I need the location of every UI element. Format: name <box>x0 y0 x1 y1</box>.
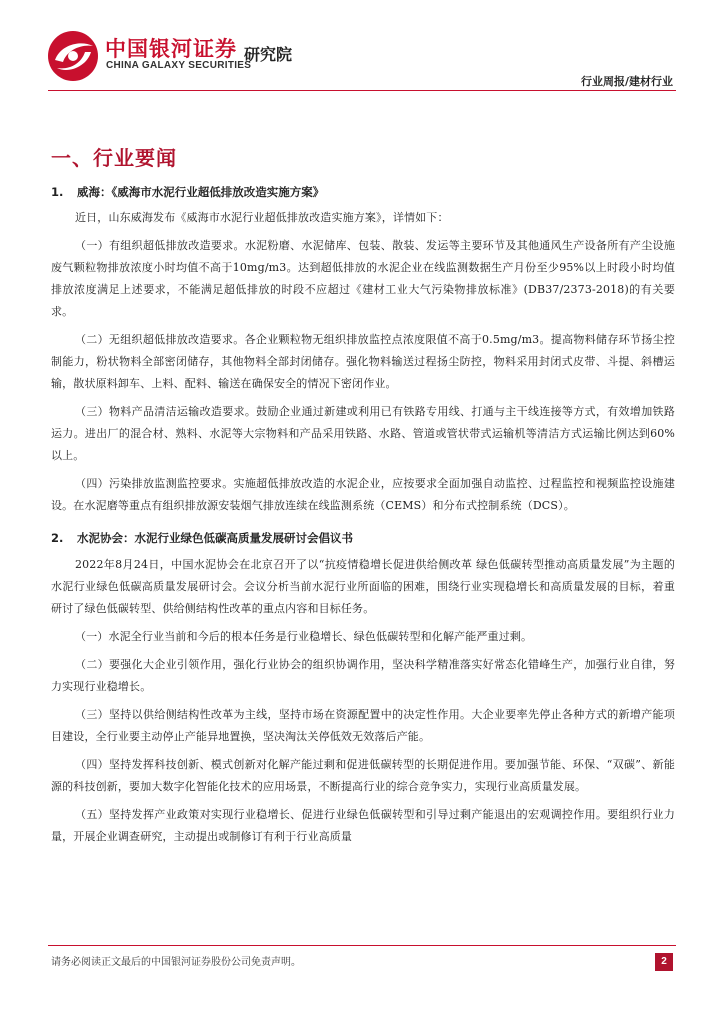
paragraph: （一）有组织超低排放改造要求。水泥粉磨、水泥储库、包装、散装、发运等主要环节及其他通风生产设备所有产尘设施废气颗粒物排放浓度小时均值不高于10mg/m3。达到超低排放的水泥企业在线监测数据生产月份至少95%以上时段小时均值排放浓度满足上述要求，不能满足超低排放的时段不应超过《建材工业大气污染物排放标准》(DB37/2373-2018)的有关要求。 <box>51 239 675 318</box>
disclaimer-text: 请务必阅读正文最后的中国银河证券股份公司免责声明。 <box>51 957 301 968</box>
paragraph: （五）坚持发挥产业政策对实现行业稳增长、促进行业绿色低碳转型和引导过剩产能退出的宏观调控作用。要组织行业力量，开展企业调查研究，主动提出或制修订有利于行业高质量 <box>51 808 675 843</box>
section-title: 一、行业要闻 <box>51 146 177 170</box>
institute-label: 研究院 <box>244 45 293 64</box>
paragraph: （四）污染排放监测监控要求。实施超低排放改造的水泥企业，应按要求全面加强自动监控、过程监控和视频监控设施建设。在水泥磨等重点有组织排放源安装烟气排放连续在线监测系统（CEMS）和分布式控制系统（DCS）。 <box>51 477 675 512</box>
page-header <box>0 0 724 95</box>
news-item-title <box>51 183 675 201</box>
paragraph: （三）物料产品清洁运输改造要求。鼓励企业通过新建或利用已有铁路专用线、打通与主干线连接等方式，有效增加铁路运力。进出厂的混合材、熟料、水泥等大宗物料和产品采用铁路、水路、管道或管状带式运输机等清洁方式运输比例达到60%以上。 <box>51 405 675 462</box>
report-category: 行业周报/建材行业 <box>580 75 673 88</box>
paragraph: 2022年8月24日，中国水泥协会在北京召开了以“抗疫情稳增长促进供给侧改革 绿色低碳转型推动高质量发展”为主题的水泥行业绿色低碳高质量发展研讨会。会议分析当前水泥行业所面临的困难，围绕行业实现稳增长和高质量发展的目标，着重研讨了绿色低碳转型、供给侧结构性改革的重点内容和目标任务。 <box>51 558 675 615</box>
news-item-heading: 水泥协会：水泥行业绿色低碳高质量发展研讨会倡议书 <box>77 531 353 545</box>
paragraph: （一）水泥全行业当前和今后的根本任务是行业稳增长、绿色低碳转型和化解产能严重过剩。 <box>75 630 533 643</box>
main-content <box>51 142 675 848</box>
paragraph: （三）坚持以供给侧结构性改革为主线，坚持市场在资源配置中的决定性作用。大企业要率先停止各种方式的新增产能项目建设，全行业要主动停止产能异地置换，坚决淘汰关停低效无效落后产能。 <box>51 708 675 743</box>
header-divider <box>48 90 676 91</box>
news-item-heading: 威海：《威海市水泥行业超低排放改造实施方案》 <box>77 185 325 199</box>
footer-divider <box>48 945 676 946</box>
paragraph: （二）要强化大企业引领作用，强化行业协会的组织协调作用，坚决科学精准落实好常态化错峰生产，加强行业自律，努力实现行业稳增长。 <box>51 658 675 693</box>
paragraph: （四）坚持发挥科技创新、模式创新对化解产能过剩和促进低碳转型的长期促进作用。要加强节能、环保、“双碳”、新能源的科技创新，要加大数字化智能化技术的应用场景，不断提高行业的综合竞争实力，实现行业高质量发展。 <box>51 758 675 793</box>
page-number: 2 <box>655 953 673 971</box>
paragraph: （二）无组织超低排放改造要求。各企业颗粒物无组织排放监控点浓度限值不高于0.5mg/m3。提高物料储存环节扬尘控制能力，粉状物料全部密闭储存，其他物料全部封闭储存。强化物料输送过程扬尘防控，物料采用封闭式皮带、斗提、斜槽运输，散状原料卸车、上料、配料、输送在确保安全的情况下密闭作业。 <box>51 333 675 390</box>
news-item-title <box>51 529 675 547</box>
news-item-number: 2. <box>51 531 64 545</box>
paragraph: 近日，山东威海发布《威海市水泥行业超低排放改造实施方案》，详情如下： <box>75 211 449 224</box>
galaxy-logo-icon <box>47 30 99 82</box>
brand-name-en: CHINA GALAXY SECURITIES <box>106 60 252 71</box>
brand-name-cn: 中国银河证券 <box>105 37 237 61</box>
news-item-number: 1. <box>51 185 64 199</box>
